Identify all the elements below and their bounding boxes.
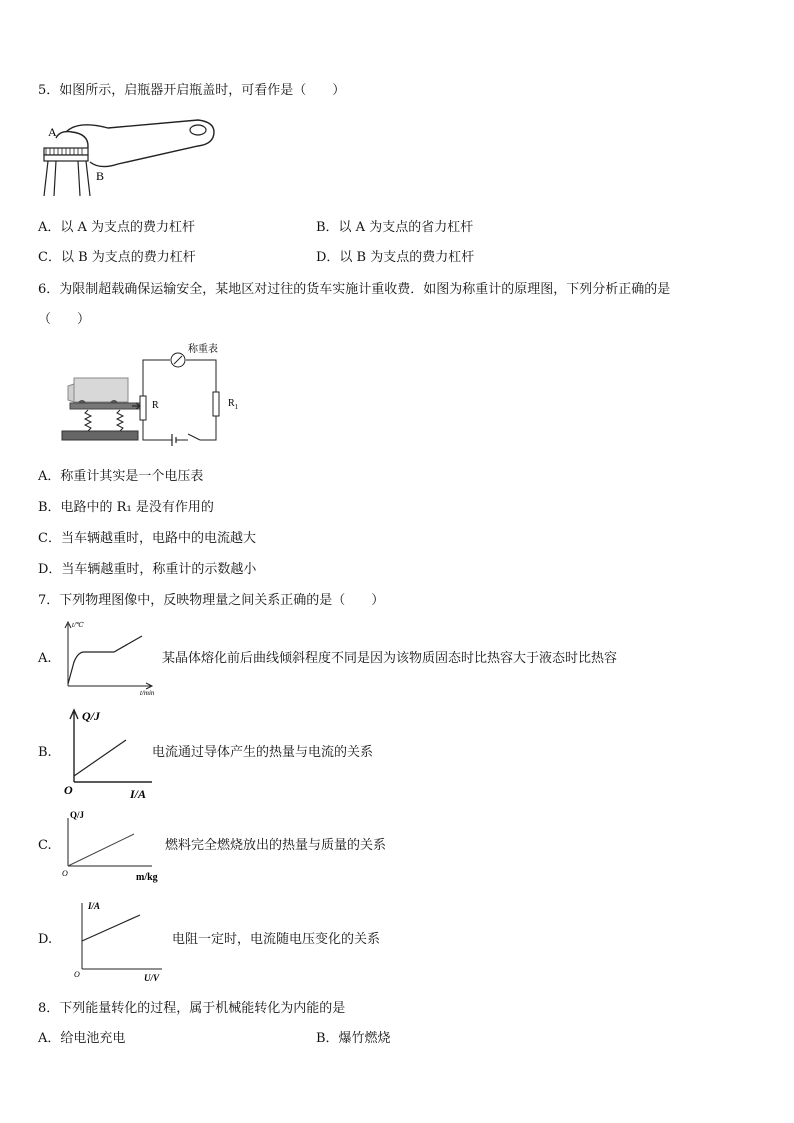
axis-y-label: Q/J [82, 709, 100, 723]
q7-b-letter: B. [38, 745, 52, 760]
q6-option-d: D．当车辆越重时，称重计的示数越小 [38, 562, 257, 577]
current-voltage-line [82, 915, 140, 941]
q5-option-c: C．以 B 为支点的费力杠杆 [38, 250, 196, 265]
q5-option-b: B．以 A 为支点的省力杠杆 [316, 220, 474, 235]
axis-x-label: m/kg [136, 872, 158, 883]
q7-b-text: 电流通过导体产生的热量与电流的关系 [152, 745, 374, 760]
label-a: A [48, 125, 57, 139]
scale-base [62, 431, 138, 440]
switch [188, 434, 200, 440]
truck-cargo [74, 378, 128, 402]
spring-right [117, 410, 123, 431]
q5-stem: 5．如图所示，启瓶器开启瓶盖时，可看作是（ ） [38, 83, 346, 98]
q8-stem: 8．下列能量转化的过程，属于机械能转化为内能的是 [38, 1001, 346, 1016]
heat-mass-line [68, 834, 134, 866]
q6-option-c: C．当车辆越重时，电路中的电流越大 [38, 531, 256, 546]
q7-d-letter: D. [38, 932, 53, 947]
bottle-opener-figure [38, 112, 218, 200]
label-meter: 称重表 [188, 344, 218, 355]
q7-stem: 7．下列物理图像中，反映物理量之间关系正确的是（ ） [38, 593, 385, 608]
q8-option-b: B．爆竹燃烧 [316, 1031, 391, 1046]
melting-graph [60, 618, 164, 696]
weighing-circuit-figure [60, 340, 240, 446]
q7-a-letter: A. [38, 651, 52, 666]
q6-stem-paren: （ ） [38, 312, 91, 327]
q6-option-a: A．称重计其实是一个电压表 [38, 469, 204, 484]
origin-label: O [64, 783, 73, 797]
q7-c-text: 燃料完全燃烧放出的热量与质量的关系 [165, 838, 387, 853]
axis-x-label: t/min [140, 689, 155, 696]
q8-option-a: A．给电池充电 [38, 1031, 126, 1046]
bottle-neck [44, 161, 90, 196]
opener-hole [190, 125, 206, 135]
label-r: R [152, 400, 159, 411]
heat-current-graph [60, 706, 160, 800]
spring-left [85, 410, 91, 431]
axis-x-label: I/A [130, 787, 147, 800]
label-b: B [96, 169, 105, 183]
heat-mass-graph [60, 808, 168, 884]
q7-c-letter: C. [38, 838, 52, 853]
origin-label: O [74, 970, 80, 979]
melting-curve [68, 636, 142, 684]
q5-option-d: D．以 B 为支点的费力杠杆 [316, 250, 475, 265]
axis-x-label: U/V [144, 973, 160, 983]
axis-y-label: t/℃ [72, 621, 84, 629]
q7-a-text: 某晶体熔化前后曲线倾斜程度不同是因为该物质固态时比热容大于液态时比热容 [162, 651, 618, 666]
q5-option-a: A．以 A 为支点的费力杠杆 [38, 220, 196, 235]
label-r1: $R_1$ [228, 398, 239, 411]
axis-y-label: Q/J [70, 810, 85, 820]
heat-current-line [74, 740, 126, 776]
q6-option-b: B．电路中的 R₁ 是没有作用的 [38, 500, 214, 515]
q6-stem: 6．为限制超载确保运输安全，某地区对过往的货车实施计重收费．如图为称重计的原理图，下列分析正确的是 [38, 282, 671, 297]
current-voltage-graph [70, 897, 170, 983]
resistor-r1 [213, 392, 219, 416]
axis-y-label: I/A [88, 901, 101, 911]
resistor-r [140, 396, 146, 420]
q7-d-text: 电阻一定时，电流随电压变化的关系 [172, 932, 381, 947]
battery [172, 434, 176, 446]
origin-label: O [62, 869, 68, 878]
